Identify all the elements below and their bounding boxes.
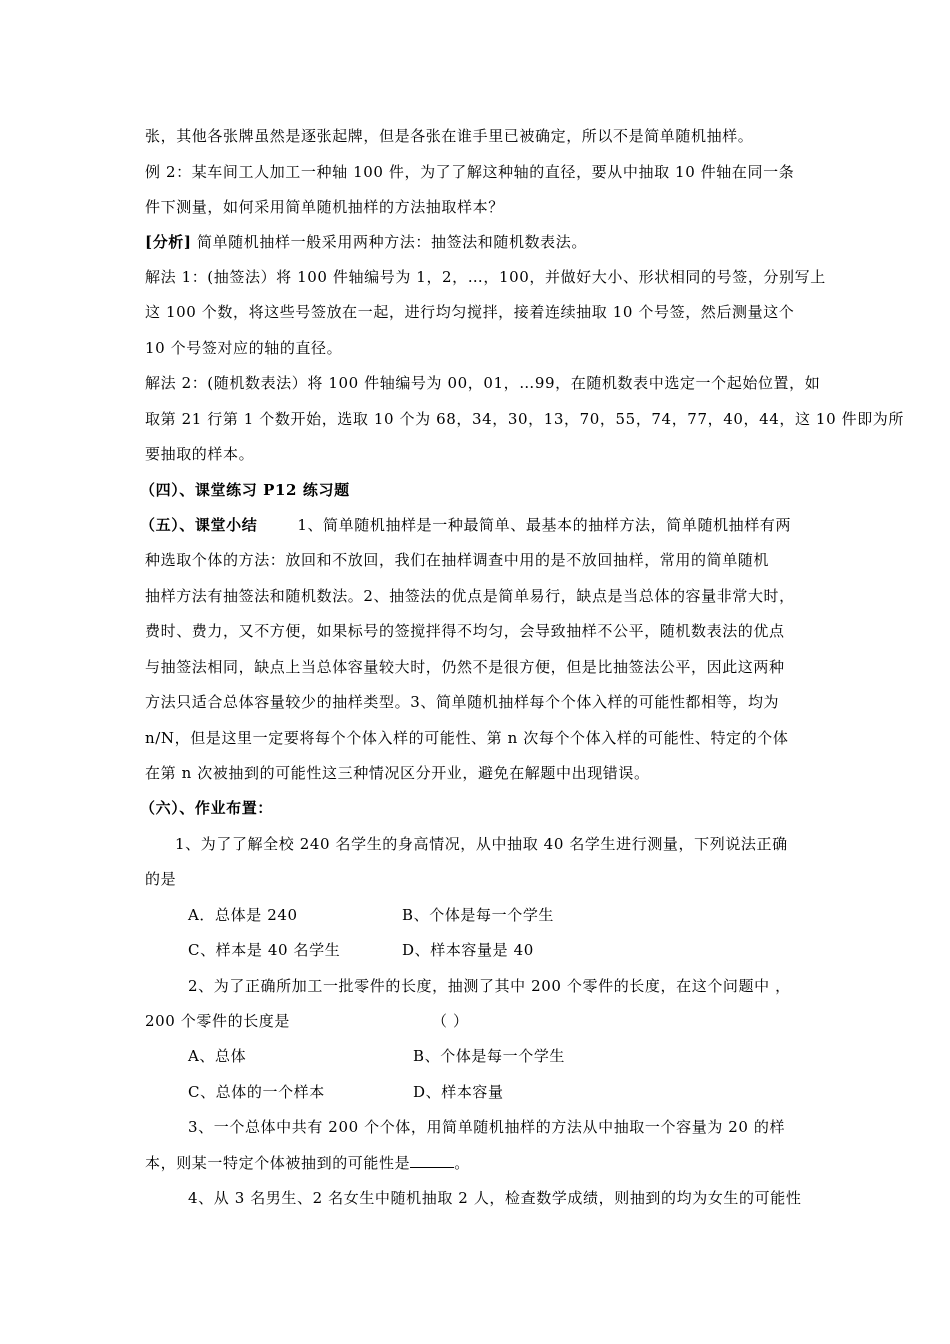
- q1-option-d: D、样本容量是 40: [402, 941, 534, 959]
- text-line: 的是: [145, 870, 177, 888]
- q1-option-c: C、样本是 40 名学生: [188, 941, 341, 959]
- text-line: 件下测量，如何采用简单随机抽样的方法抽取样本？: [145, 198, 504, 216]
- text-line: 取第 21 行第 1 个数开始，选取 10 个为 68，34，30，13，70，55，74，77，40，44，这 10 件即为所: [145, 410, 904, 428]
- summary-text: 1、简单随机抽样是一种最简单、最基本的抽样方法，简单随机抽样有两: [297, 516, 792, 534]
- question-1: 1、为了了解全校 240 名学生的身高情况，从中抽取 40 名学生进行测量，下列说法正确: [175, 835, 788, 853]
- text-line: 要抽取的样本。: [145, 445, 255, 463]
- text-line: 200 个零件的长度是: [145, 1012, 290, 1030]
- q2-option-c: C、总体的一个样本: [188, 1083, 325, 1101]
- analysis-line: [145, 232, 587, 252]
- text-line: 10 个号签对应的轴的直径。: [145, 339, 343, 357]
- q3-text: 本，则某一特定个体被抽到的可能性是: [145, 1154, 411, 1172]
- q3-end: 。: [454, 1154, 470, 1172]
- q2-option-a: A、总体: [188, 1047, 247, 1065]
- solution-2-line: 解法 2：(随机数表法）将 100 件轴编号为 00，01，…99，在随机数表中选定一个起始位置，如: [145, 374, 821, 392]
- q2-option-b: B、个体是每一个学生: [413, 1047, 566, 1065]
- solution-1-line: 解法 1：(抽签法）将 100 件轴编号为 1，2，…，100，并做好大小、形状相同的号签，分别写上: [145, 268, 826, 286]
- answer-parentheses: （ ）: [432, 1012, 469, 1030]
- question-4: 4、从 3 名男生、2 名女生中随机抽取 2 人，检查数学成绩，则抽到的均为女生的可能性: [188, 1189, 802, 1207]
- answer-blank: [410, 1153, 454, 1168]
- section-heading-5: （五）、课堂小结: [140, 516, 258, 534]
- q2-option-d: D、样本容量: [413, 1083, 504, 1101]
- analysis-label: [分析]: [145, 233, 192, 251]
- question-3: 3、一个总体中共有 200 个个体，用简单随机抽样的方法从中抽取一个容量为 20 的样: [188, 1118, 786, 1136]
- text-line: 方法只适合总体容量较少的抽样类型。3、简单随机抽样每个个体入样的可能性都相等，均为: [145, 693, 780, 711]
- summary-line: [140, 515, 791, 535]
- section-heading-6: （六）、作业布置：: [140, 799, 273, 817]
- section-heading-4: （四）、课堂练习 P12 练习题: [140, 481, 350, 499]
- text-line: n/N，但是这里一定要将每个个体入样的可能性、第 n 次每个个体入样的可能性、特定的个体: [145, 729, 789, 747]
- question-2: 2、为了正确所加工一批零件的长度，抽测了其中 200 个零件的长度，在这个问题中 ，: [188, 977, 791, 995]
- text-line: 张，其他各张牌虽然是逐张起牌，但是各张在谁手里已被确定，所以不是简单随机抽样。: [145, 127, 754, 145]
- text-line: 在第 n 次被抽到的可能性这三种情况区分开业，避免在解题中出现错误。: [145, 764, 650, 782]
- example-2-line: 例 2：某车间工人加工一种轴 100 件，为了了解这种轴的直径，要从中抽取 10 件轴在同一条: [145, 163, 795, 181]
- analysis-text: 简单随机抽样一般采用两种方法：抽签法和随机数表法。: [191, 233, 587, 251]
- text-line: 种选取个体的方法：放回和不放回，我们在抽样调查中用的是不放回抽样，常用的简单随机: [145, 551, 770, 569]
- text-line: 这 100 个数，将这些号签放在一起，进行均匀搅拌，接着连续抽取 10 个号签，然后测量这个: [145, 303, 795, 321]
- q1-option-b: B、个体是每一个学生: [402, 906, 555, 924]
- text-line: 抽样方法有抽签法和随机数法。2、抽签法的优点是简单易行，缺点是当总体的容量非常大时，: [145, 587, 795, 605]
- text-line: 与抽签法相同，缺点上当总体容量较大时，仍然不是很方便，但是比抽签法公平，因此这两种: [145, 658, 785, 676]
- question-3-cont: [145, 1153, 470, 1173]
- q1-option-a: A．总体是 240: [188, 906, 298, 924]
- text-line: 费时、费力，又不方便，如果标号的签搅拌得不均匀，会导致抽样不公平，随机数表法的优点: [145, 622, 785, 640]
